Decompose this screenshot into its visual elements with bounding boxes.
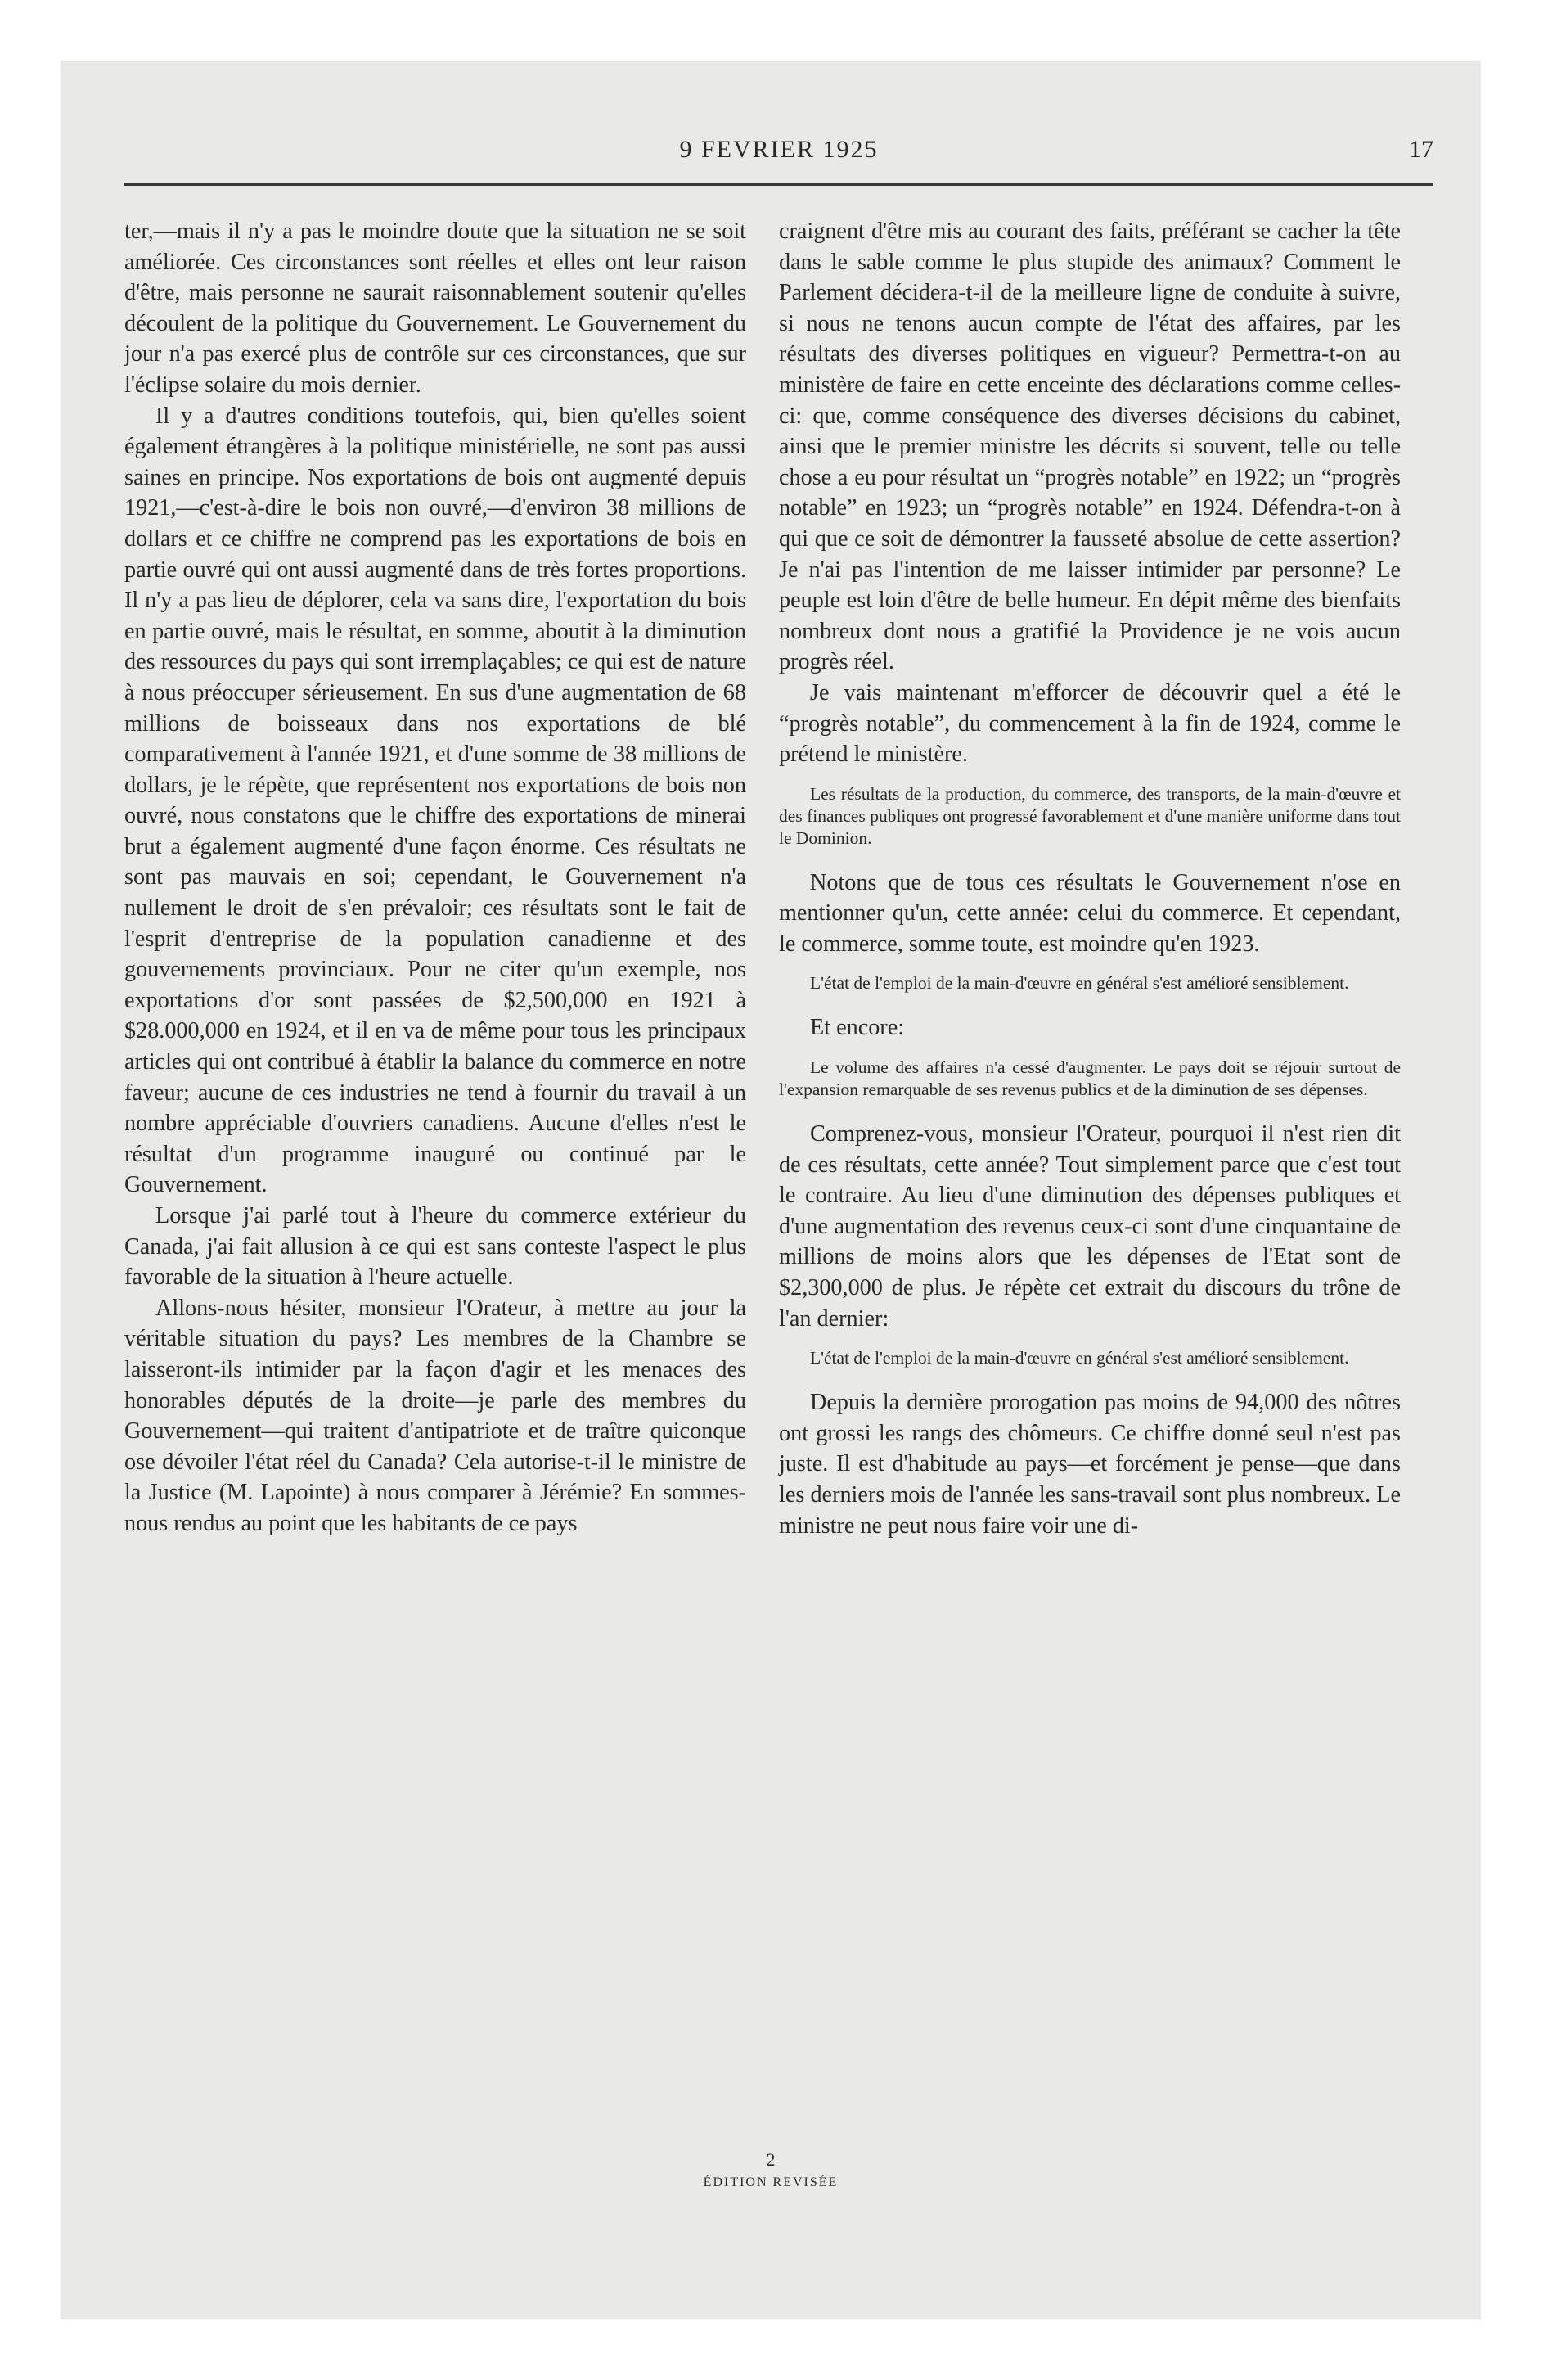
paragraph: Et encore: — [810, 1015, 905, 1041]
paragraph: Lorsque j'ai parlé tout à l'heure du commerce extérieur du Canada, j'ai fait allusion à ce qui est sans conteste l'aspect le plus favorable de la situation à l'heure actuelle. — [124, 1203, 746, 1291]
paragraph: Comprenez-vous, monsieur l'Orateur, pourquoi il n'est rien dit de ces résultats, cette année? Tout simplement parce que c'est tout le contraire. Au lieu d'une diminution des dépenses publiques et d'une augmentation des revenus ceux-ci sont d'une cinquantaine de millions de moins alors que les dépenses de l'Etat sont de $2,300,000 de plus. Je répète cet extrait du discours du trône de l'an dernier: — [779, 1121, 1401, 1332]
block-quote: L'état de l'emploi de la main-d'œuvre en général s'est amélioré sensiblement. — [810, 973, 1349, 994]
paragraph: Allons-nous hésiter, monsieur l'Orateur, à mettre au jour la véritable situation du pays? Les membres de la Chambre se laisseront-ils intimider par la façon d'agir et les menaces des honorables députés de la droite—je parle des membres du Gouvernement—qui traitent d'antipatriote et de traître quiconque ose dévoiler l'état réel du Canada? Cela autorise-t-il le ministre de la Justice (M. Lapointe) à nous comparer à Jérémie? En sommes-nous rendus au point que les habitants de ce pays — [124, 1295, 746, 1536]
left-column — [124, 216, 746, 1539]
paragraph: Je vais maintenant m'efforcer de découvrir quel a été le “progrès notable”, du commencement à la fin de 1924, comme le prétend le ministère. — [779, 679, 1401, 768]
paragraph: Il y a d'autres conditions toutefois, qui, bien qu'elles soient également étrangères à la politique ministérielle, ne sont pas aussi saines en principe. Nos exportations de bois ont augmenté depuis 1921,—c'est-à-dire le bois non ouvré,—d'environ 38 millions de dollars et ce chiffre ne comprend pas les exportations de bois en partie ouvré qui ont aussi augmenté dans de très fortes proportions. Il n'y a pas lieu de déplorer, cela va sans dire, l'exportation du bois en partie ouvré, mais le résultat, en somme, aboutit à la diminution des ressources du pays qui sont irremplaçables; ce qui est de nature à nous préoccuper sérieusement. En sus d'une augmentation de 68 millions de boisseaux dans nos exportations de blé comparativement à l'année 1921, et d'une somme de 38 millions de dollars, je le répète, que représentent nos exportations de bois non ouvré, nous constatons que le chiffre des exportations de minerai brut a également augmenté d'une façon énorme. Ces résultats ne sont pas mauvais en soi; cependant, le Gouvernement n'a nullement le droit de s'en prévaloir; ces résultats sont le fait de l'esprit d'entreprise de la population canadienne et des gouvernements provinciaux. Pour ne citer qu'un exemple, nos exportations d'or sont passées de $2,500,000 en 1921 à $28.000,000 en 1924, et il en va de même pour tous les principaux articles qui ont contribué à établir la balance du commerce en notre faveur; aucune de ces industries ne tend à fournir du travail à un nombre appréciable d'ouvriers canadiens. Aucune d'elles n'est le résultat d'un programme inauguré ou continué par le Gouvernement. — [124, 403, 746, 1198]
block-quote: L'état de l'emploi de la main-d'œuvre en général s'est amélioré sensiblement. — [810, 1348, 1349, 1368]
page-header — [124, 136, 1433, 177]
running-head-date: 9 FEVRIER 1925 — [679, 136, 879, 163]
edition-note: ÉDITION REVISÉE — [703, 2175, 839, 2189]
block-quote: Le volume des affaires n'a cessé d'augmenter. Le pays doit se réjouir surtout de l'expansion remarquable de ses revenus publics et de la diminution de ses dépenses. — [779, 1057, 1401, 1100]
scanned-page — [61, 61, 1481, 2319]
paragraph: ter,—mais il n'y a pas le moindre doute que la situation ne se soit améliorée. Ces circonstances sont réelles et elles ont leur raison d'être, mais personne ne saurait raisonnablement soutenir qu'elles découlent de la politique du Gouvernement. Le Gouvernement du jour n'a pas exercé plus de contrôle sur ces circonstances, que sur l'éclipse solaire du mois dernier. — [124, 219, 746, 398]
paragraph: craignent d'être mis au courant des faits, préférant se cacher la tête dans le sable comme le plus stupide des animaux? Comment le Parlement décidera-t-il de la meilleure ligne de conduite à suivre, si nous ne tenons aucun compte de l'état des affaires, par les résultats des diverses politiques en vigueur? Permettra-t-on au ministère de faire en cette enceinte des déclarations comme celles-ci: que, comme conséquence des diverses décisions du cabinet, ainsi que le premier ministre les décrits si souvent, telle ou telle chose a eu pour résultat un “progrès notable” en 1922; un “progrès notable” en 1923; un “progrès notable” en 1924. Défendra-t-on à qui que ce soit de démontrer la fausseté absolue de cette assertion? Je n'ai pas l'intention de me laisser intimider par personne? Le peuple est loin d'être de belle humeur. En dépit même des bienfaits nombreux dont nous a gratifié la Providence je ne vois aucun progrès réel. — [779, 219, 1401, 675]
block-quote: Les résultats de la production, du commerce, des transports, de la main-d'œuvre et des finances publiques ont progressé favorablement et d'une manière uniforme dans tout le Dominion. — [779, 783, 1401, 848]
page-number: 17 — [1409, 136, 1433, 163]
paragraph: Depuis la dernière prorogation pas moins de 94,000 des nôtres ont grossi les rangs des chômeurs. Ce chiffre donné seul n'est pas juste. Il est d'habitude au pays—et forcément je pense—que dans les derniers mois de l'année les sans-travail sont plus nombreux. Le ministre ne peut nous faire voir une di- — [779, 1390, 1401, 1539]
sheet-number: 2 — [766, 2149, 776, 2170]
header-rule — [124, 183, 1433, 186]
paragraph: Notons que de tous ces résultats le Gouvernement n'ose en mentionner qu'un, cette année: celui du commerce. Et cependant, le commerce, somme toute, est moindre qu'en 1923. — [779, 869, 1401, 957]
right-column — [779, 216, 1401, 1541]
